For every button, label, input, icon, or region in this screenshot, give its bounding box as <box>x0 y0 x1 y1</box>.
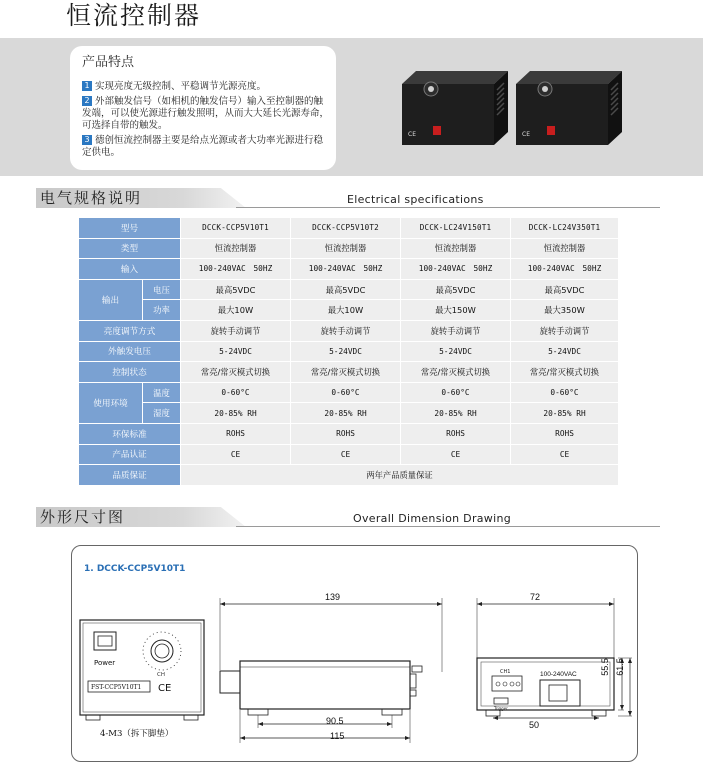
features-card <box>70 46 336 170</box>
spec-label-power: 功率 <box>143 300 181 321</box>
spec-cell: DCCK-LC24V350T1 <box>511 218 619 239</box>
spec-cell: 常亮/常灭模式切换 <box>291 362 401 383</box>
side-length-dimension: 139 <box>325 592 341 602</box>
spec-cell: 最高5VDC <box>181 279 291 300</box>
spec-cell: 常亮/常灭模式切换 <box>511 362 619 383</box>
front-feet-note: 4-M3（拆下脚垫） <box>100 729 174 739</box>
spec-cell: 旋转手动调节 <box>181 320 291 341</box>
spec-label-trigger: 外触发电压 <box>79 341 181 362</box>
ce-mark-1: CE <box>408 131 416 138</box>
spec-label-brightness: 亮度调节方式 <box>79 320 181 341</box>
spec-cell: 100-240VAC 50HZ <box>181 259 291 280</box>
spec-cell: 100-240VAC 50HZ <box>511 259 619 280</box>
spec-row-type <box>79 238 619 259</box>
spec-cell: CE <box>291 444 401 465</box>
spec-row-control <box>79 362 619 383</box>
spec-row-voltage <box>79 279 619 300</box>
spec-section-title: 电气规格说明 <box>40 189 143 207</box>
controller-photo-2 <box>512 68 624 148</box>
feature-item-1 <box>82 81 330 93</box>
spec-cell: 100-240VAC 50HZ <box>401 259 511 280</box>
feature-text-2: 外部触发信号（如相机的触发信号）输入至控制器的触发端，可以使光源进行触发照明，从而大大延长光源寿命，可选择自带的触发。 <box>82 96 330 131</box>
spec-row-brightness <box>79 320 619 341</box>
front-power-label: Power <box>94 659 116 667</box>
spec-label-env: 使用环境 <box>79 382 143 423</box>
spec-row-power <box>79 300 619 321</box>
feature-text-3: 德创恒流控制器主要是给点光源或者大功率光源进行稳定供电。 <box>82 135 324 158</box>
spec-cell: DCCK-CCP5V10T1 <box>181 218 291 239</box>
spec-row-temperature <box>79 382 619 403</box>
page-title: 恒流控制器 <box>66 1 202 30</box>
spec-row-cert <box>79 444 619 465</box>
spec-cell: 恒流控制器 <box>291 238 401 259</box>
back-ch-label: CH1 <box>500 669 511 675</box>
spec-cell: CE <box>181 444 291 465</box>
spec-label-model: 型号 <box>79 218 181 239</box>
spec-cell: 20-85% RH <box>291 403 401 424</box>
front-model-plate: FST-CCP5V10T1 <box>91 684 142 691</box>
spec-cell: 常亮/常灭模式切换 <box>401 362 511 383</box>
features-heading: 产品特点 <box>82 55 135 70</box>
spec-cell: 最大10W <box>181 300 291 321</box>
feature-number-1: 1 <box>82 81 92 91</box>
spec-cell: 最大150W <box>401 300 511 321</box>
back-toggle-label: Trigger <box>494 706 508 711</box>
spec-cell: 0-60°C <box>291 382 401 403</box>
dimension-section-title: 外形尺寸图 <box>40 508 126 526</box>
spec-cell: 0-60°C <box>181 382 291 403</box>
side-base-dimension-1: 90.5 <box>326 716 344 726</box>
dimension-section-title-en: Overall Dimension Drawing <box>353 512 512 525</box>
spec-cell: 旋转手动调节 <box>511 320 619 341</box>
spec-label-output: 输出 <box>79 279 143 320</box>
spec-section-title-en: Electrical specifications <box>347 193 484 206</box>
back-voltage-label: 100-240VAC <box>540 671 577 678</box>
spec-label-input: 输入 <box>79 259 181 280</box>
spec-cell: 旋转手动调节 <box>291 320 401 341</box>
spec-cell: 20-85% RH <box>511 403 619 424</box>
back-height-total-dimension: 61.5 <box>614 658 625 676</box>
spec-cell: 最高5VDC <box>291 279 401 300</box>
spec-cell: ROHS <box>511 423 619 444</box>
back-base-dimension: 50 <box>529 720 540 730</box>
spec-cell: 20-85% RH <box>181 403 291 424</box>
back-width-dimension: 72 <box>530 592 541 602</box>
spec-cell: 20-85% RH <box>401 403 511 424</box>
spec-cell: 最大10W <box>291 300 401 321</box>
spec-cell: 5-24VDC <box>511 341 619 362</box>
spec-row-warranty <box>79 465 619 486</box>
spec-label-humidity: 湿度 <box>143 403 181 424</box>
spec-row-eco <box>79 423 619 444</box>
spec-cell: 最高5VDC <box>511 279 619 300</box>
features-band <box>0 38 703 176</box>
spec-cell: 恒流控制器 <box>401 238 511 259</box>
spec-cell: ROHS <box>401 423 511 444</box>
spec-cell: 5-24VDC <box>401 341 511 362</box>
spec-cell: ROHS <box>291 423 401 444</box>
spec-cell: ROHS <box>181 423 291 444</box>
feature-item-3 <box>82 135 330 159</box>
front-ce-mark: CE <box>158 683 172 694</box>
spec-label-cert: 产品认证 <box>79 444 181 465</box>
spec-cell: 最大350W <box>511 300 619 321</box>
dimension-drawing-panel <box>71 545 638 762</box>
drawing-model-label: 1. DCCK-CCP5V10T1 <box>84 564 186 574</box>
spec-cell-warranty: 两年产品质量保证 <box>181 465 619 486</box>
feature-text-1: 实现亮度无级控制、平稳调节光源亮度。 <box>95 81 267 92</box>
spec-label-eco: 环保标准 <box>79 423 181 444</box>
dimension-section-header <box>36 507 660 527</box>
spec-label-temp: 温度 <box>143 382 181 403</box>
spec-cell: 旋转手动调节 <box>401 320 511 341</box>
spec-cell: 恒流控制器 <box>511 238 619 259</box>
controller-photo-1 <box>398 68 510 148</box>
spec-cell: CE <box>511 444 619 465</box>
spec-cell: DCCK-LC24V150T1 <box>401 218 511 239</box>
spec-table <box>78 217 619 486</box>
spec-cell: 常亮/常灭模式切换 <box>181 362 291 383</box>
spec-cell: 恒流控制器 <box>181 238 291 259</box>
spec-row-model <box>79 218 619 239</box>
spec-label-control: 控制状态 <box>79 362 181 383</box>
spec-row-trigger <box>79 341 619 362</box>
front-view-drawing <box>78 614 208 734</box>
spec-cell: 100-240VAC 50HZ <box>291 259 401 280</box>
spec-row-input <box>79 259 619 280</box>
spec-cell: 最高5VDC <box>401 279 511 300</box>
spec-cell: CE <box>401 444 511 465</box>
feature-item-2 <box>82 96 330 132</box>
feature-number-2: 2 <box>82 96 92 106</box>
spec-row-humidity <box>79 403 619 424</box>
feature-number-3: 3 <box>82 135 92 145</box>
spec-cell: 5-24VDC <box>181 341 291 362</box>
spec-label-type: 类型 <box>79 238 181 259</box>
spec-label-voltage: 电压 <box>143 279 181 300</box>
ce-mark-2: CE <box>522 131 530 138</box>
back-height-inner-dimension: 55.5 <box>599 658 610 676</box>
spec-cell: 0-60°C <box>401 382 511 403</box>
spec-label-warranty: 品质保证 <box>79 465 181 486</box>
spec-cell: 0-60°C <box>511 382 619 403</box>
front-ch-label: CH <box>157 672 165 678</box>
spec-cell: 5-24VDC <box>291 341 401 362</box>
side-base-dimension-2: 115 <box>330 731 345 741</box>
spec-cell: DCCK-CCP5V10T2 <box>291 218 401 239</box>
